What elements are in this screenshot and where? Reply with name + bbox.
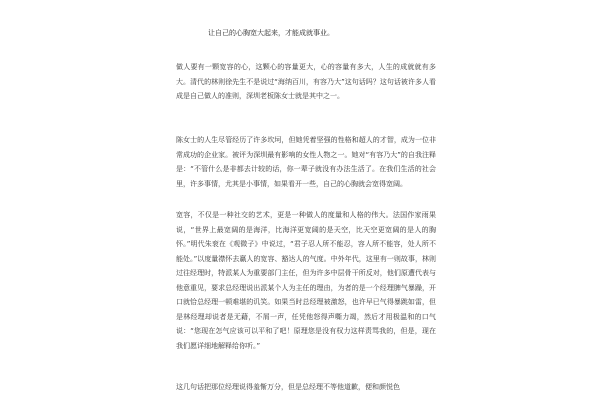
paragraph-3: 宽容，不仅是一种社交的艺术，更是一种做人的度量和人格的伟大。法国作家雨果说，“世界上最宽阔的是海洋，比海洋更宽阔的是天空，比天空更宽阔的是人的胸怀。”明代朱衮在《观微子》中说过，“君子忍人所不能忍，容人所不能容，处人所不能处。”以度量襟怀去赢人的宽容、豁达人的气度。中外年代，这里有一则故事，林则过往经理时，特派某人为重要部门主任，但为许多中层骨干所反对，他们原遭代表与他意重见，要求总经理说出派某个人为主任的理由，为者的是一个经理脾气暴躁，开口就恰总经理一顿难堪的讥笑。如果当时总经理被激怒，也许早已气得暴跳如雷，但是林经理却说者是无藉，不屑一声，任凭他怒得声嘶力竭，然后才用极温和的口气说：“您现在怎气应该可以平和了吧！原理您是没有权力这样责骂我的，但是，现在我们愿详细地解释给你听。”: [176, 211, 436, 350]
paragraph-2: 陈女士的人生尽管经历了许多坎坷，但她凭着坚强的性格和超人的才智，成为一位非常成功的企业家。被评为深圳最有影响的女性人物之一。她对“有容乃大”的自我注释是：“不管什么是非都去计较的话，你一辈子就没有办法生活了。在我们生活的社会里，许多事情，尤其是小事情，如果看开一些，自己的心胸就会宽得宽阔。: [176, 136, 436, 188]
paragraph-4: 这几句话把那位经理说得羞惭万分，但是总经理不等他道歉，便和颜悦色: [176, 383, 400, 391]
document-title: 让自己的心胸宽大起来，才能成就事业。: [208, 29, 334, 37]
paragraph-1: 做人要有一颗宽容的心，这颗心的容量更大，心的容量有多大，人生的成就就有多大。清代的林则徐先生不是说过“海纳百川，有容乃大”这句话吗？这句话被许多人看成是自己做人的准则，深圳老板陈女士就是其中之一。: [176, 63, 436, 100]
